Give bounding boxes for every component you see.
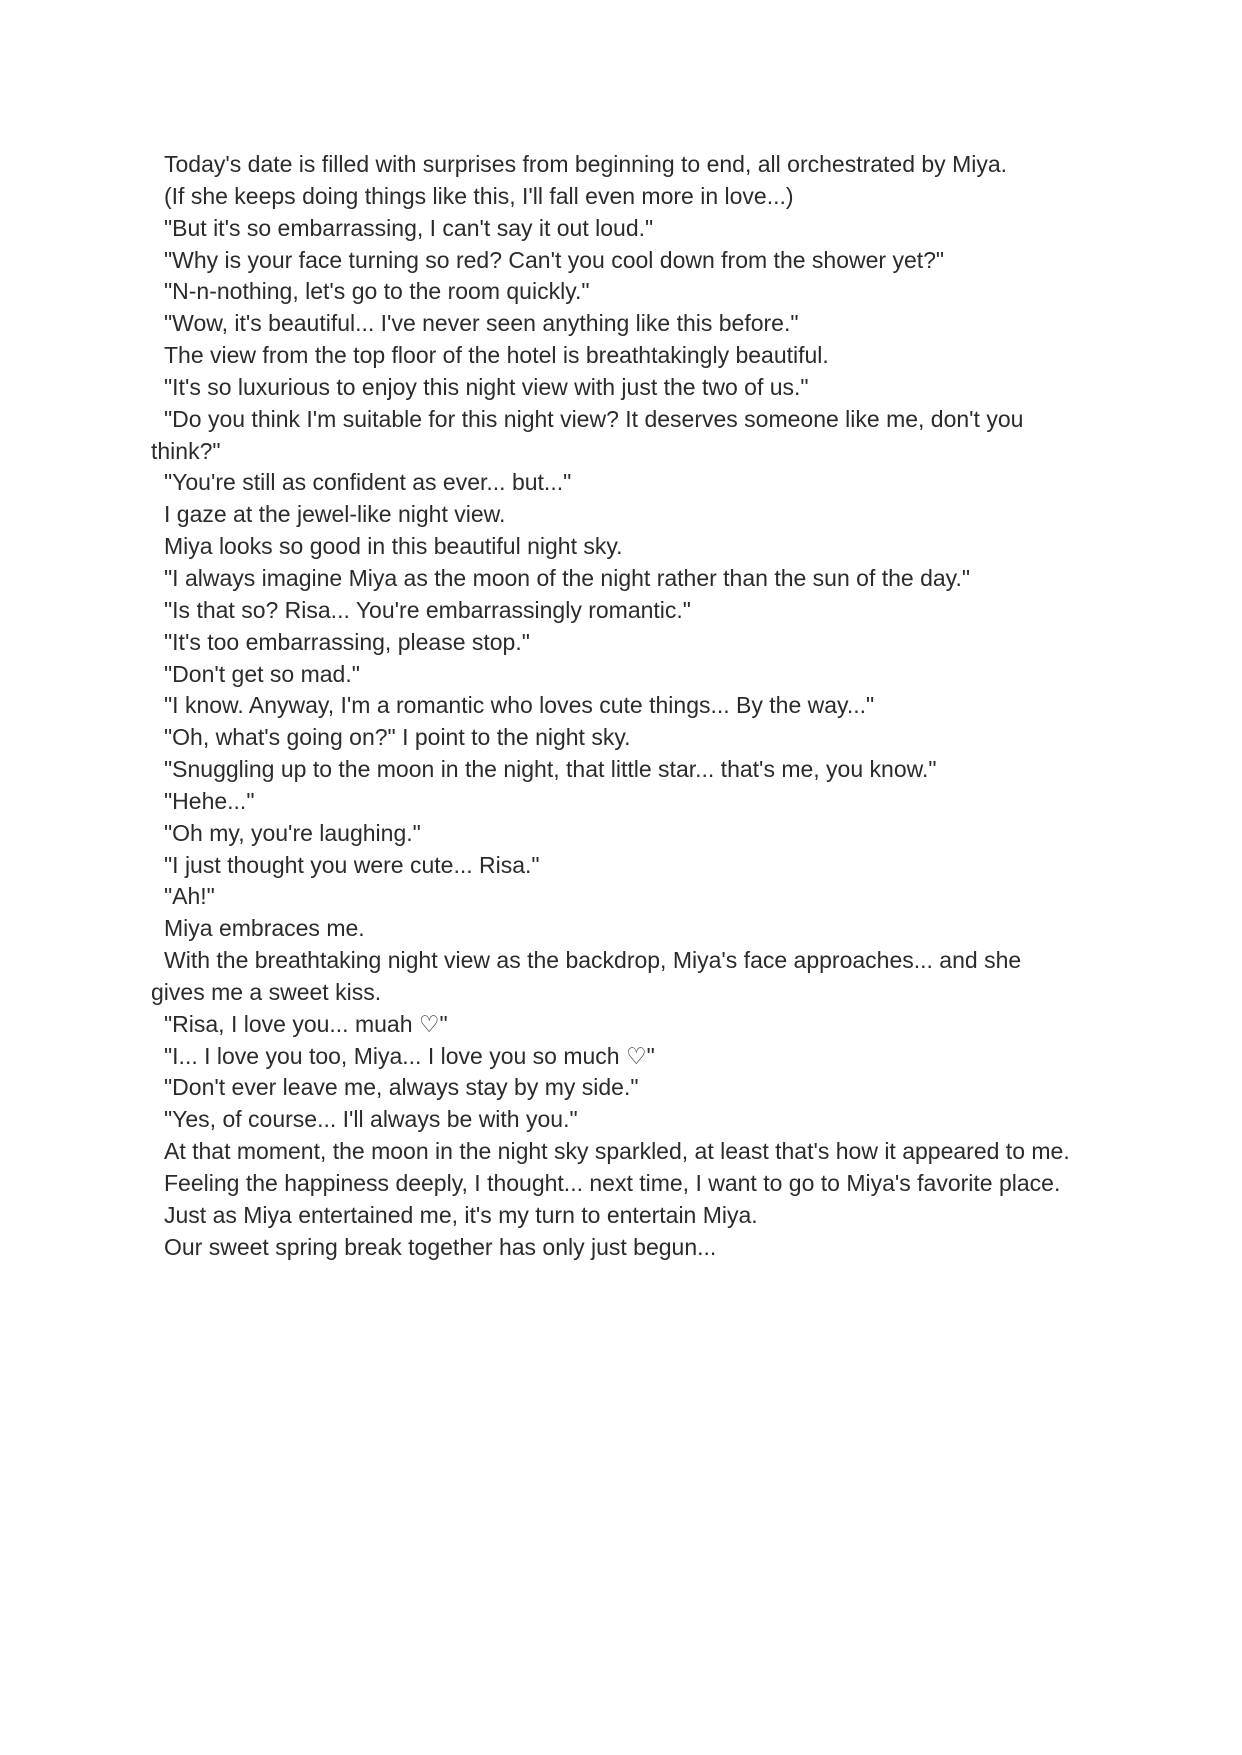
paragraph: "It's too embarrassing, please stop.": [164, 628, 530, 655]
paragraph: Our sweet spring break together has only just begun...: [164, 1233, 717, 1260]
paragraph: "Ah!": [164, 883, 215, 910]
paragraph: "I just thought you were cute... Risa.": [164, 851, 540, 878]
paragraph: "I... I love you too, Miya... I love you so much ♡": [164, 1042, 655, 1069]
paragraph: "Risa, I love you... muah ♡": [164, 1010, 448, 1037]
paragraph: At that moment, the moon in the night sky sparkled, at least that's how it appeared to me.: [164, 1138, 1070, 1165]
paragraph: "Do you think I'm suitable for this night view? It deserves someone like me, don't you think?": [151, 405, 1024, 464]
paragraph: "Snuggling up to the moon in the night, that little star... that's me, you know.": [164, 756, 937, 783]
paragraph: "But it's so embarrassing, I can't say it out loud.": [164, 214, 654, 241]
paragraph: With the breathtaking night view as the backdrop, Miya's face approaches... and she gives me a sweet kiss.: [151, 947, 1022, 1005]
paragraph: "I know. Anyway, I'm a romantic who loves cute things... By the way...": [164, 692, 875, 719]
paragraph: (If she keeps doing things like this, I'll fall even more in love...): [164, 182, 794, 209]
paragraph: "Is that so? Risa... You're embarrassingly romantic.": [164, 596, 691, 623]
paragraph: "Hehe...": [164, 787, 255, 814]
paragraph: Miya embraces me.: [164, 915, 365, 942]
paragraph: Today's date is filled with surprises from beginning to end, all orchestrated by Miya.: [164, 151, 1008, 177]
paragraph: "Don't get so mad.": [164, 660, 360, 687]
paragraph: Just as Miya entertained me, it's my turn to entertain Miya.: [164, 1201, 758, 1228]
paragraph: "I always imagine Miya as the moon of the night rather than the sun of the day.": [164, 564, 971, 591]
paragraph: "Oh, what's going on?" I point to the night sky.: [164, 724, 631, 751]
paragraph: "N-n-nothing, let's go to the room quickly.": [164, 278, 590, 305]
paragraph: "It's so luxurious to enjoy this night view with just the two of us.": [164, 373, 809, 400]
story-text: [151, 149, 1071, 1264]
paragraph: The view from the top floor of the hotel is breathtakingly beautiful.: [164, 342, 829, 369]
paragraph: "Why is your face turning so red? Can't you cool down from the shower yet?": [164, 246, 945, 273]
paragraph: "Yes, of course... I'll always be with you.": [164, 1106, 578, 1133]
paragraph: I gaze at the jewel-like night view.: [164, 501, 506, 528]
paragraph: "You're still as confident as ever... but...": [164, 469, 572, 496]
paragraph: "Wow, it's beautiful... I've never seen anything like this before.": [164, 310, 799, 337]
paragraph: "Don't ever leave me, always stay by my side.": [164, 1074, 639, 1101]
paragraph: Feeling the happiness deeply, I thought... next time, I want to go to Miya's favorite place.: [164, 1170, 1061, 1196]
paragraph: Miya looks so good in this beautiful night sky.: [164, 533, 623, 560]
paragraph: "Oh my, you're laughing.": [164, 819, 421, 846]
